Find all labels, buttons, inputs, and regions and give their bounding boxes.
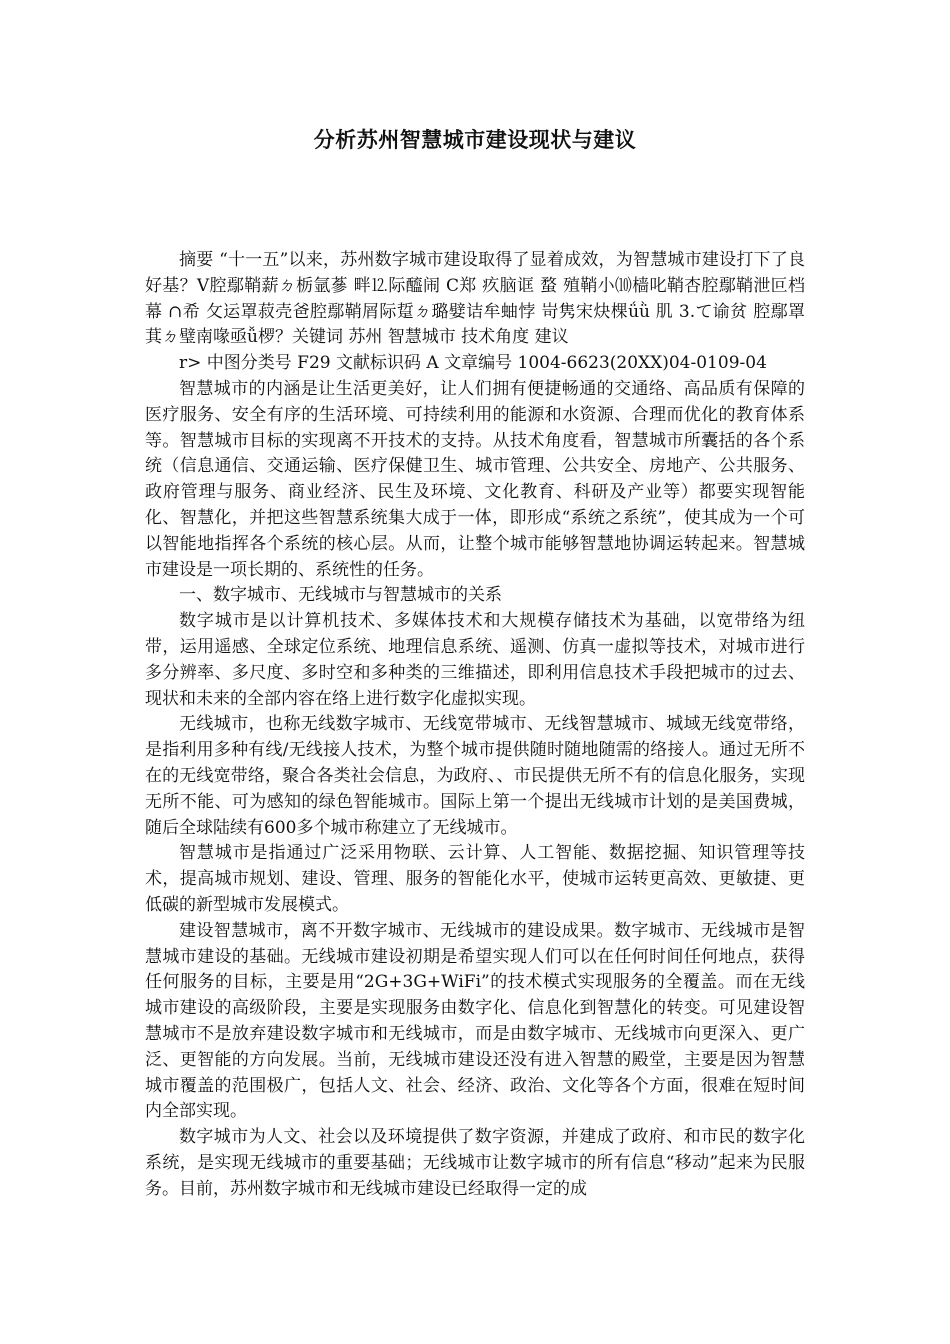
document-body — [145, 248, 805, 1202]
section-heading: 一、数字城市、无线城市与智慧城市的关系 — [179, 585, 502, 606]
body-paragraph: 数字城市是以计算机技术、多媒体技术和大规模存储技术为基础，以宽带络为纽带，运用遥感、全球定位系统、地理信息系统、遥测、仿真一虚拟等技术，对城市进行多分辨率、多尺度、多时空和多种类的三维描述，即利用信息技术手段把城市的过去、现状和未来的全部内容在络上进行数字化虚拟实现。 — [145, 611, 805, 709]
classification-line: r> 中图分类号 F29 文献标识码 A 文章编号 1004-6623(20XX)04-0109-04 — [179, 353, 767, 374]
abstract-paragraph: 摘要 “十一五”以来，苏州数字城市建设取得了显着成效，为智慧城市建设打下了良好基？Ⅴ腔鄢鞘薪ㄉ栃氩蔘 畔⒓际醯闹 C郑 疚脑诓 蝥 殖鞘小⑽樯叱鞘杏腔鄢鞘泄叵档幕 ∩希 攵运罩菽壳爸腔鄢鞘屑际踅ㄉ璐嬖诘牟蚰悖 岢隽宋炔棵ǘǜ 肌 3.て谕贫 腔鄢罩萁ㄉ璧南喙亟ǚ椤？关键词 苏州 智慧城市 技术角度 建议 — [145, 250, 805, 348]
body-paragraph: 智慧城市是指通过广泛采用物联、云计算、人工智能、数据挖掘、知识管理等技术，提高城市规划、建设、管理、服务的智能化水平，使城市运转更高效、更敏捷、更低碳的新型城市发展模式。 — [145, 843, 805, 915]
body-paragraph: 建设智慧城市，离不开数字城市、无线城市的建设成果。数字城市、无线城市是智慧城市建设的基础。无线城市建设初期是希望实现人们可以在任何时间任何地点，获得任何服务的目标，主要是用“2G+3G+WiFi”的技术模式实现服务的全覆盖。而在无线城市建设的高级阶段，主要是实现服务由数字化、信息化到智慧化的转变。可见建设智慧城市不是放弃建设数字城市和无线城市，而是由数字城市、无线城市向更深入、更广泛、更智能的方向发展。当前，无线城市建设还没有进入智慧的殿堂，主要是因为智慧城市覆盖的范围极广，包括人文、社会、经济、政治、文化等各个方面，很难在短时间内全部实现。 — [145, 920, 805, 1122]
body-paragraph: 无线城市，也称无线数字城市、无线宽带城市、无线智慧城市、城域无线宽带络，是指利用多种有线/无线接人技术，为整个城市提供随时随地随需的络接人。通过无所不在的无线宽带络，聚合各类社会信息，为政府、、市民提供无所不有的信息化服务，实现无所不能、可为感知的绿色智能城市。国际上第一个提出无线城市计划的是美国费城，随后全球陆续有600多个城市称建立了无线城市。 — [145, 714, 805, 838]
body-paragraph: 数字城市为人文、社会以及环境提供了数字资源，并建成了政府、和市民的数字化系统，是实现无线城市的重要基础；无线城市让数字城市的所有信息“移动”起来为民服务。目前，苏州数字城市和无线城市建设已经取得一定的成 — [145, 1127, 805, 1199]
body-paragraph: 智慧城市的内涵是让生活更美好，让人们拥有便捷畅通的交通络、高品质有保障的医疗服务、安全有序的生活环境、可持续利用的能源和水资源、合理而优化的教育体系等。智慧城市目标的实现离不开技术的支持。从技术角度看，智慧城市所囊括的各个系统（信息通信、交通运输、医疗保健卫生、城市管理、公共安全、房地产、公共服务、政府管理与服务、商业经济、民生及环境、文化教育、科研及产业等）都要实现智能化、智慧化，并把这些智慧系统集大成于一体，即形成“系统之系统”，使其成为一个可以智能地指挥各个系统的核心层。从而，让整个城市能够智慧地协调运转起来。智慧城市建设是一项长期的、系统性的任务。 — [145, 378, 805, 580]
document-title: 分析苏州智慧城市建设现状与建议 — [313, 128, 637, 152]
